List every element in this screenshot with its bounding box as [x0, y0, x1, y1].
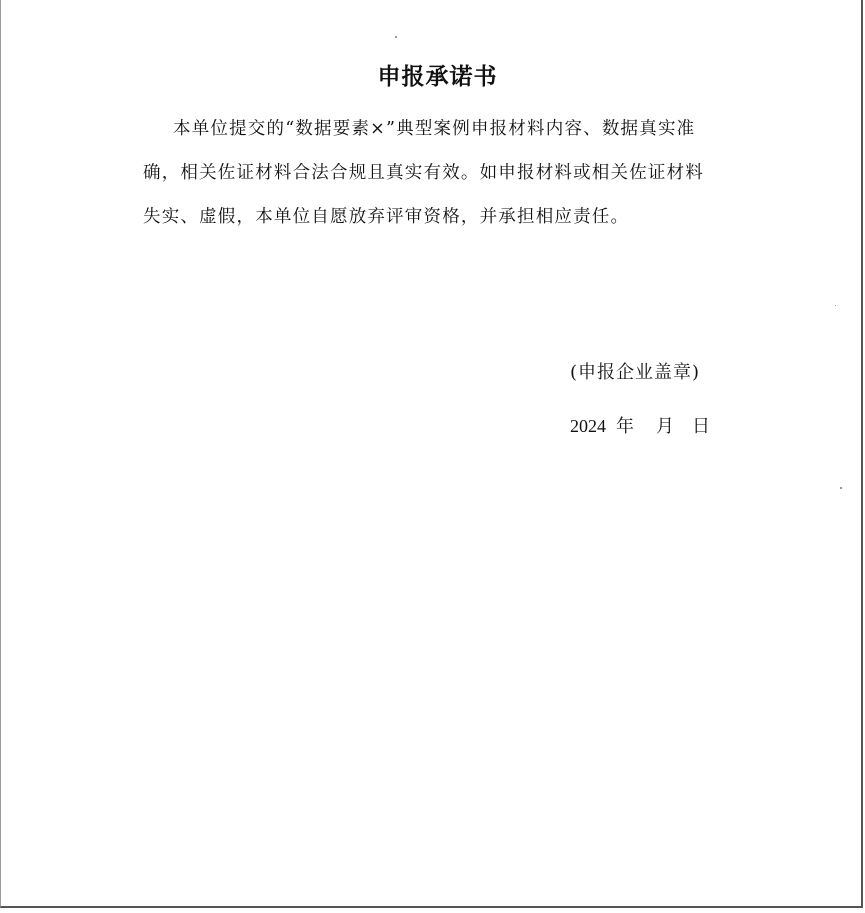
commitment-text-line-1: 本单位提交的“数据要素×”典型案例申报材料内容、数据真实准 — [173, 119, 696, 139]
date-month-unit: 月 — [656, 416, 674, 437]
date-year: 2024 — [570, 416, 606, 436]
date-year-unit: 年 — [616, 416, 634, 437]
scan-speck — [835, 305, 836, 306]
signature-date — [570, 412, 710, 438]
scan-speck — [395, 36, 397, 38]
commitment-text-line-2: 确，相关佐证材料合法合规且真实有效。如申报材料或相关佐证材料 — [143, 163, 704, 183]
scan-speck — [840, 487, 842, 489]
commitment-text-line-3: 失实、虚假，本单位自愿放弃评审资格，并承担相应责任。 — [143, 207, 630, 227]
company-seal-note: (申报企业盖章) — [570, 362, 701, 383]
document-title: 申报承诺书 — [377, 64, 498, 90]
date-day-unit: 日 — [692, 416, 710, 437]
